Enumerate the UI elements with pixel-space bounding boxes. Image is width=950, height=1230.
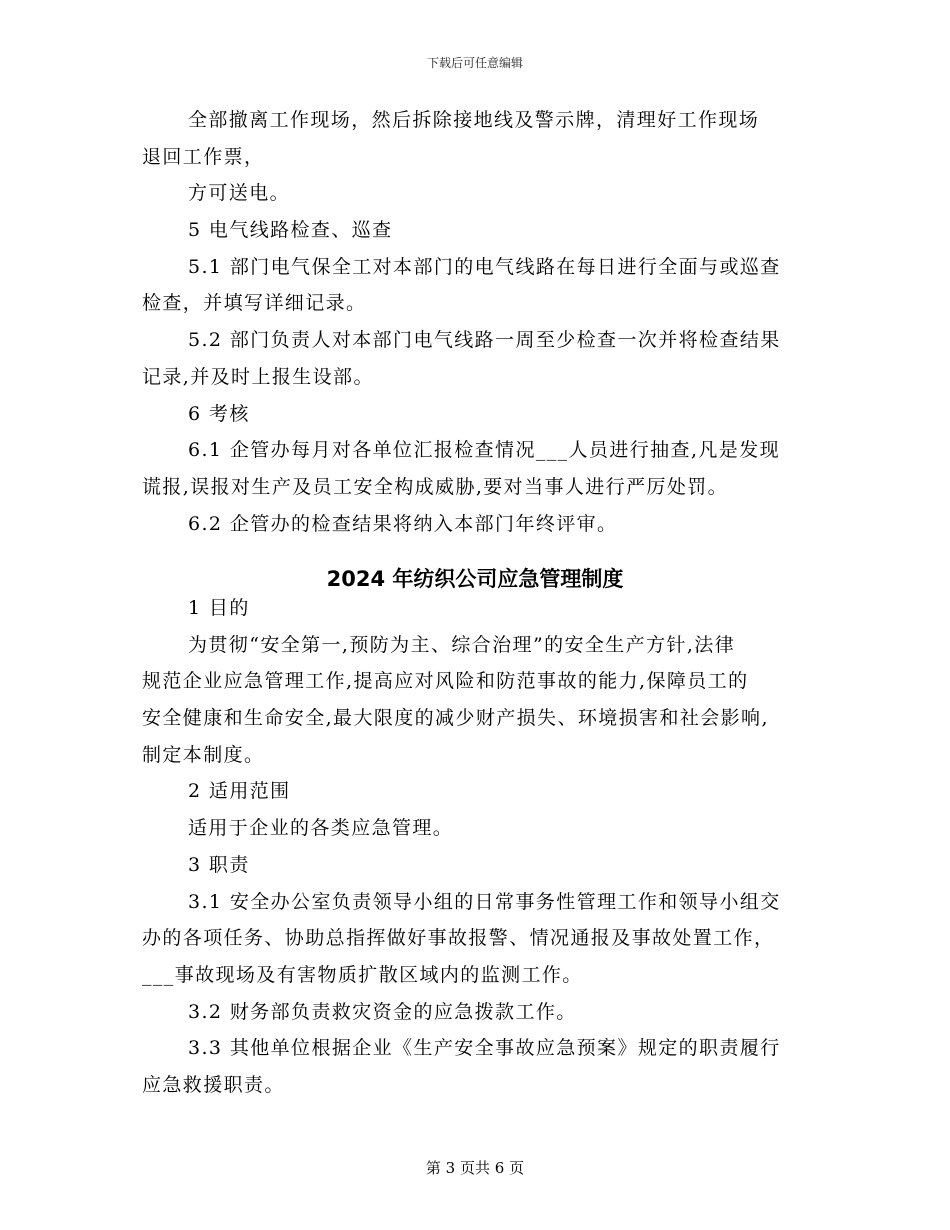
document-title: 2024 年纺织公司应急管理制度 — [326, 567, 624, 591]
text-line: 退回工作票， — [142, 145, 265, 168]
text-line: 6.2 企管办的检查结果将纳入本部门年终评审。 — [188, 512, 618, 535]
text-line: 记录,并及时上报生设部。 — [142, 365, 374, 388]
page-footer: 第 3 页共 6 页 — [425, 1159, 525, 1177]
text-line: 应急救援职责。 — [142, 1073, 285, 1096]
text-line: 5.2 部门负责人对本部门电气线路一周至少检查一次并将检查结果 — [188, 329, 781, 352]
text-line: ___事故现场及有害物质扩散区域内的监测工作。 — [142, 963, 583, 986]
body-text-lower — [142, 596, 814, 1110]
text-line: 适用于企业的各类应急管理。 — [188, 817, 454, 840]
text-line: 6.1 企管办每月对各单位汇报检查情况___人员进行抽查,凡是发现 — [188, 439, 780, 462]
text-line: 1 目的 — [188, 597, 250, 619]
text-line: 3.3 其他单位根据企业《生产安全事故应急预案》规定的职责履行 — [188, 1037, 781, 1060]
text-line: 3 职责 — [188, 853, 250, 876]
body-text-upper — [142, 108, 814, 548]
text-line: 制定本制度。 — [142, 743, 265, 766]
text-line: 方可送电。 — [188, 182, 291, 205]
text-line: 3.2 财务部负责救灾资金的应急拨款工作。 — [188, 1000, 577, 1023]
page-header: 下载后可任意编辑 — [426, 56, 523, 70]
text-line: 2 适用范围 — [188, 780, 291, 803]
text-line: 5.1 部门电气保全工对本部门的电气线路在每日进行全面与或巡查 — [188, 255, 781, 278]
text-line: 检查，并填写详细记录。 — [142, 292, 367, 315]
text-line: 安全健康和生命安全,最大限度的减少财产损失、环境损害和社会影响, — [142, 707, 769, 730]
text-line: 为贯彻“安全第一,预防为主、综合治理”的安全生产方针,法律 — [188, 633, 736, 656]
text-line: 全部撤离工作现场，然后拆除接地线及警示牌，清理好工作现场 — [188, 109, 760, 131]
text-line: 规范企业应急管理工作,提高应对风险和防范事故的能力,保障员工的 — [142, 670, 749, 693]
text-line: 5 电气线路检查、巡查 — [188, 219, 393, 242]
text-line: 3.1 安全办公室负责领导小组的日常事务性管理工作和领导小组交 — [188, 890, 781, 913]
text-line: 办的各项任务、协助总指挥做好事故报警、情况通报及事故处置工作， — [142, 927, 775, 950]
text-line: 6 考核 — [188, 402, 250, 425]
text-line: 谎报,误报对生产及员工安全构成威胁,要对当事人进行严厉处罚。 — [142, 475, 729, 498]
